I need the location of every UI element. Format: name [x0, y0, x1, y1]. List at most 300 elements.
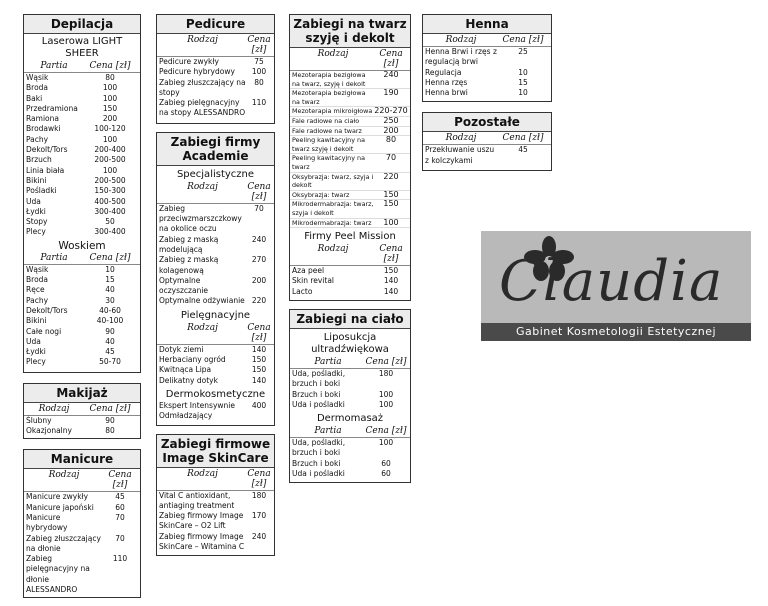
col-name: Rodzaj	[445, 35, 477, 45]
table-row	[24, 145, 140, 155]
table-row	[157, 296, 274, 306]
service-name: Uda	[26, 336, 41, 346]
service-name: Brzuch i boki	[292, 458, 341, 468]
table-row	[24, 73, 140, 83]
service-price: 100	[378, 399, 394, 409]
service-name: Henna Brwi i rzęs z regulacją brwi	[425, 47, 497, 67]
service-name: Zabieg z maską kolagenową	[159, 255, 219, 275]
service-name: Ramiona	[26, 114, 59, 124]
service-price: 15	[518, 77, 528, 87]
col-name: Rodzaj	[187, 322, 218, 333]
table-row	[290, 136, 410, 154]
table-row	[157, 532, 274, 553]
service-price: 150	[251, 365, 267, 375]
service-price: 190	[383, 88, 399, 98]
col-price: Cena [zł]	[108, 470, 132, 491]
service-name: Aza peel	[292, 266, 325, 276]
service-name: Mezoterapia bezigłowa na twarz, szyję i dekolt	[292, 71, 366, 88]
table-row	[290, 200, 410, 218]
depilacja-section	[23, 14, 141, 373]
academie-title: Zabiegi firmy Academie	[157, 133, 274, 166]
service-name: Oksybrazja: twarz, szyja i dekolt	[292, 172, 374, 190]
service-price: 50-70	[99, 357, 121, 367]
col-name: Partia	[314, 426, 342, 437]
service-name: Dotyk ziemi	[159, 344, 204, 354]
column-3	[289, 14, 411, 491]
col-name: Partia	[314, 356, 342, 367]
cialo-title: Zabiegi na ciało	[290, 310, 410, 329]
service-price: 200-500	[94, 155, 126, 165]
manicure-header	[24, 469, 140, 492]
service-price: 60	[115, 502, 125, 512]
service-name: Przedramiona	[26, 103, 78, 113]
laser-subtitle: Laserowa LIGHT SHEER	[41, 36, 123, 59]
table-row	[157, 511, 274, 532]
service-price: 100	[378, 438, 394, 448]
service-name: Ekspert Intensywnie Odmładzający	[159, 400, 235, 421]
service-price: 80	[385, 135, 397, 145]
wax-table	[24, 265, 140, 372]
service-price: 40-60	[99, 305, 121, 315]
logo-name: Claudia	[499, 249, 724, 314]
pozostale-header	[423, 132, 551, 145]
table-row	[157, 401, 274, 422]
table-row	[157, 345, 274, 355]
lipo-header	[290, 356, 410, 369]
service-price: 100-120	[94, 124, 126, 134]
service-name: Całe nogi	[26, 326, 62, 336]
service-price: 150	[383, 199, 399, 209]
table-row	[157, 67, 274, 77]
service-price: 240	[383, 70, 399, 79]
col-price: Cena [zł]	[247, 35, 271, 55]
service-price: 60	[381, 469, 391, 479]
table-row	[24, 166, 140, 176]
service-name: Optymalne odżywianie	[159, 296, 245, 306]
manicure-section	[23, 449, 141, 598]
pozostale-section	[422, 112, 552, 171]
service-name: Bikini	[26, 316, 47, 326]
col-name: Rodzaj	[445, 133, 477, 144]
service-name: Mezoterapia bezigłowa na twarz	[292, 89, 366, 106]
service-price: 70	[115, 512, 125, 522]
service-name: Uda i pośladki	[292, 399, 345, 409]
service-name: Dekolt/Tors	[26, 145, 68, 155]
table-row	[24, 94, 140, 104]
service-name: Peeling kawitacyjny na twarz szyję i dekolt	[292, 136, 366, 153]
service-name: Mikrodermabrazja: twarz	[292, 218, 372, 227]
service-price: 100	[378, 389, 394, 399]
col-name: Rodzaj	[48, 470, 80, 481]
twarz-header	[290, 48, 410, 71]
service-name: Przekłuwanie uszu z kolczykami	[425, 145, 495, 165]
pedicure-section	[156, 14, 275, 124]
service-price: 150	[383, 189, 399, 199]
service-name: Zabieg złuszczający na stopy	[159, 77, 246, 97]
col-price: Cena [zł]	[365, 356, 407, 367]
table-row	[157, 255, 274, 276]
table-row	[290, 438, 410, 459]
service-name: Ręce	[26, 285, 45, 295]
table-row	[24, 114, 140, 124]
service-name: Delikatny dotyk	[159, 375, 218, 385]
table-row	[290, 89, 410, 107]
table-row	[157, 78, 274, 99]
pedicure-table	[157, 57, 274, 123]
service-price: 80	[254, 77, 264, 87]
table-row	[24, 135, 140, 145]
service-name: Plecy	[26, 357, 46, 367]
skincare-table	[157, 491, 274, 556]
table-row	[24, 337, 140, 347]
service-price: 10	[518, 88, 528, 98]
col-name: Rodzaj	[317, 49, 349, 59]
henna-table	[423, 47, 551, 101]
column-1	[23, 14, 141, 606]
service-name: Regulacja	[425, 67, 462, 77]
table-row	[24, 176, 140, 186]
service-name: Pachy	[26, 134, 49, 144]
table-row	[423, 68, 551, 78]
col-name: Rodzaj	[38, 403, 70, 414]
table-row	[290, 173, 410, 191]
service-price: 140	[383, 276, 399, 286]
table-row	[24, 265, 140, 275]
claudia-logo	[481, 231, 751, 341]
service-name: Pachy	[26, 295, 49, 305]
service-name: Pośladki	[26, 186, 57, 196]
service-price: 100	[102, 93, 118, 103]
skincare-section	[156, 434, 275, 557]
laser-header	[24, 60, 140, 73]
table-row	[24, 155, 140, 165]
table-row	[24, 513, 140, 534]
service-price: 150	[251, 355, 267, 365]
pozostale-title: Pozostałe	[423, 113, 551, 132]
table-row	[157, 276, 274, 297]
twarz-title: Zabiegi na twarz szyję i dekolt	[290, 15, 410, 48]
service-price: 75	[254, 57, 264, 66]
service-name: Stopy	[26, 217, 48, 227]
pedicure-header	[157, 34, 274, 57]
service-name: Lacto	[292, 286, 313, 296]
service-price: 30	[105, 295, 115, 305]
table-row	[290, 154, 410, 172]
service-name: Broda	[26, 83, 49, 93]
twarz-table	[290, 71, 410, 228]
table-row	[423, 145, 551, 166]
service-price: 180	[378, 368, 394, 378]
service-name: Broda	[26, 275, 49, 285]
service-price: 10	[518, 67, 528, 77]
service-name: Uda i pośladki	[292, 469, 345, 479]
lipo-subtitle: Liposukcja ultradźwiękowa	[311, 331, 389, 355]
table-row	[157, 355, 274, 365]
service-price: 170	[251, 511, 267, 521]
service-price: 40-100	[96, 316, 124, 326]
service-name: Uda	[26, 196, 41, 206]
makijaz-table	[24, 416, 140, 439]
table-row	[24, 306, 140, 316]
column-4	[422, 14, 552, 179]
skincare-header	[157, 468, 274, 491]
manicure-title: Manicure	[24, 450, 140, 469]
service-price: 220	[251, 296, 267, 306]
service-price: 100	[102, 83, 118, 93]
service-price: 250	[383, 115, 399, 125]
twarz-section	[289, 14, 411, 301]
service-price: 100	[383, 217, 399, 227]
manicure-table	[24, 492, 140, 597]
service-name: Uda, pośladki, brzuch i boki	[292, 368, 346, 389]
service-price: 45	[115, 492, 125, 502]
table-row	[24, 197, 140, 207]
service-name: Herbaciany ogród	[159, 355, 226, 365]
table-row	[423, 88, 551, 98]
col-price: Cena [zł]	[89, 61, 131, 71]
service-name: Brzuch	[26, 155, 52, 165]
service-name: Fale radiowe na ciało	[292, 116, 360, 125]
table-row	[157, 57, 274, 67]
table-row	[24, 534, 140, 555]
service-price: 200	[251, 275, 267, 285]
service-name: Manicure zwykły	[26, 492, 89, 502]
service-price: 150	[102, 103, 118, 113]
service-price: 400	[251, 400, 267, 410]
table-row	[24, 492, 140, 502]
service-price: 140	[251, 344, 267, 354]
service-name: Mezoterapia mikroigłowa	[292, 107, 373, 116]
col-price: Cena [zł]	[247, 468, 271, 489]
laser-table	[24, 73, 140, 238]
service-price: 45	[518, 145, 528, 155]
wax-header	[24, 252, 140, 265]
henna-section	[422, 14, 552, 102]
service-name: Pedicure zwykły	[159, 57, 219, 66]
service-name: Łydki	[26, 347, 46, 357]
skincare-title: Zabiegi firmowe Image SkinCare	[157, 435, 274, 468]
service-name: Linia biała	[26, 165, 65, 175]
service-price: 25	[518, 47, 528, 56]
service-name: Oksybrazja: twarz	[292, 190, 350, 199]
service-name: Vital C antioxidant, antiaging treatment	[159, 490, 235, 510]
makijaz-header	[24, 403, 140, 416]
service-name: Zabieg złuszczający na dłonie	[26, 533, 101, 553]
service-price: 200-500	[94, 175, 126, 185]
service-name: Uda, pośladki, brzuch i boki	[292, 438, 346, 458]
col-price: Cena [zł]	[89, 252, 131, 263]
col-price: Cena [zł]	[502, 35, 544, 45]
table-row	[290, 219, 410, 229]
table-row	[423, 78, 551, 88]
service-price: 200	[383, 125, 399, 135]
depilacja-title: Depilacja	[24, 15, 140, 34]
service-name: Zabieg firmowy Image SkinCare – O2 Lift	[159, 511, 244, 531]
table-row	[24, 316, 140, 326]
table-row	[24, 357, 140, 367]
col-name: Partia	[40, 252, 68, 263]
col-price: Cena [zł]	[502, 133, 544, 144]
service-name: Bikini	[26, 175, 47, 185]
service-name: Zabieg przeciwzmarszczkowy na okolice oczu	[159, 203, 242, 234]
service-price: 220	[383, 171, 399, 181]
col-price: Cena [zł]	[247, 322, 271, 343]
masaz-header	[290, 425, 410, 438]
service-price: 50	[105, 217, 115, 227]
col-price: Cena [zł]	[89, 403, 131, 414]
table-row	[157, 491, 274, 512]
service-name: Manicure hybrydowy	[26, 512, 68, 533]
service-name: Ślubny	[26, 415, 52, 425]
service-price: 150	[383, 266, 399, 276]
table-row	[157, 365, 274, 375]
service-price: 15	[105, 275, 115, 285]
table-row	[290, 276, 410, 286]
care-header	[157, 322, 274, 345]
service-price: 200-400	[94, 145, 126, 155]
table-row	[24, 124, 140, 134]
table-row	[24, 503, 140, 513]
table-row	[24, 186, 140, 196]
service-name: Henna rzęs	[425, 77, 468, 87]
service-price: 140	[383, 286, 399, 296]
col-name: Rodzaj	[187, 468, 218, 479]
service-price: 80	[105, 426, 115, 436]
service-name: Brodawki	[26, 124, 61, 134]
service-name: Zabieg z maską modelującą	[159, 234, 219, 254]
service-price: 300-400	[94, 227, 126, 237]
service-price: 70	[385, 153, 397, 163]
dermo-table	[157, 401, 274, 425]
service-name: Brzuch i boki	[292, 389, 341, 399]
service-name: Skin revital	[292, 276, 335, 286]
table-row	[290, 469, 410, 479]
table-row	[157, 376, 274, 386]
table-row	[24, 104, 140, 114]
henna-header	[423, 34, 551, 47]
table-row	[290, 459, 410, 469]
service-name: Optymalne oczyszczanie	[159, 275, 209, 296]
service-name: Zabieg pielęgnacyjny na stopy ALESSANDRO	[159, 98, 246, 118]
service-name: Pedicure hybrydowy	[159, 67, 235, 77]
henna-title: Henna	[423, 15, 551, 34]
service-name: Zabieg pielęgnacyjny na dłonie ALESSANDRO	[26, 554, 90, 594]
service-name: Łydki	[26, 206, 46, 216]
service-name: Okazjonalny	[26, 426, 72, 436]
service-name: Zabieg firmowy Image SkinCare – Witamina C	[159, 531, 245, 552]
service-price: 300-400	[94, 206, 126, 216]
service-name: Wąsik	[26, 264, 49, 274]
service-price: 70	[254, 203, 264, 213]
service-price: 90	[105, 415, 115, 425]
firmy-table	[290, 266, 410, 300]
table-row	[24, 554, 140, 595]
table-row	[24, 207, 140, 217]
table-row	[157, 204, 274, 235]
makijaz-section	[23, 383, 141, 440]
col-name: Rodzaj	[317, 244, 349, 255]
service-price: 100	[102, 134, 118, 144]
table-row	[290, 287, 410, 297]
spec-table	[157, 204, 274, 307]
masaz-table	[290, 438, 410, 482]
service-price: 40	[105, 285, 115, 295]
col-name: Rodzaj	[187, 35, 218, 45]
service-price: 400-500	[94, 196, 126, 206]
service-price: 90	[105, 326, 115, 336]
makijaz-title: Makijaż	[24, 384, 140, 403]
table-row	[24, 416, 140, 426]
service-price: 140	[251, 375, 267, 385]
service-name: Plecy	[26, 227, 46, 237]
col-name: Partia	[40, 61, 68, 71]
service-name: Dekolt/Tors	[26, 305, 68, 315]
table-row	[290, 400, 410, 410]
table-row	[290, 71, 410, 89]
table-row	[24, 327, 140, 337]
col-price: Cena [zł]	[247, 181, 271, 202]
service-price: 240	[251, 234, 267, 244]
service-price: 150-300	[94, 186, 126, 196]
table-row	[24, 296, 140, 306]
service-name: Baki	[26, 93, 43, 103]
spec-header	[157, 181, 274, 204]
table-row	[423, 47, 551, 68]
service-price: 40	[105, 336, 115, 346]
service-price: 220-270	[374, 106, 408, 116]
service-price: 110	[112, 554, 128, 564]
service-price: 70	[115, 533, 125, 543]
col-price: Cena [zł]	[379, 244, 403, 265]
service-name: Manicure japoński	[26, 502, 94, 512]
service-price: 80	[105, 73, 115, 82]
service-price: 240	[251, 531, 267, 541]
pozostale-table	[423, 145, 551, 170]
firmy-header	[290, 243, 410, 266]
masaz-subtitle: Dermomasaż	[316, 413, 384, 425]
service-name: Henna brwi	[425, 88, 468, 98]
table-row	[24, 285, 140, 295]
table-row	[24, 426, 140, 436]
col-price: Cena [zł]	[379, 49, 403, 69]
service-price: 100	[251, 67, 267, 77]
table-row	[157, 98, 274, 119]
column-2	[156, 14, 275, 564]
pedicure-title: Pedicure	[157, 15, 274, 34]
service-name: Fale radiowe na twarz	[292, 126, 362, 135]
spec-subtitle: Specjalistyczne	[176, 168, 255, 180]
table-row	[290, 369, 410, 390]
wax-subtitle: Woskiem	[58, 239, 106, 252]
firmy-subtitle: Firmy Peel Mission	[304, 231, 396, 243]
lipo-table	[290, 369, 410, 410]
care-subtitle: Pielęgnacyjne	[180, 309, 251, 321]
table-row	[157, 235, 274, 256]
academie-section	[156, 132, 275, 426]
table-row	[290, 266, 410, 276]
table-row	[24, 83, 140, 93]
service-price: 60	[381, 458, 391, 468]
table-row	[290, 390, 410, 400]
service-price: 110	[251, 98, 267, 108]
service-price: 45	[105, 347, 115, 357]
logo-tagline: Gabinet Kosmetologii Estetycznej	[481, 323, 751, 341]
service-name: Peeling kawitacyjny na twarz	[292, 154, 366, 171]
service-name: Wąsik	[26, 73, 49, 82]
table-row	[24, 347, 140, 357]
col-name: Rodzaj	[187, 181, 218, 192]
col-price: Cena [zł]	[365, 426, 407, 437]
